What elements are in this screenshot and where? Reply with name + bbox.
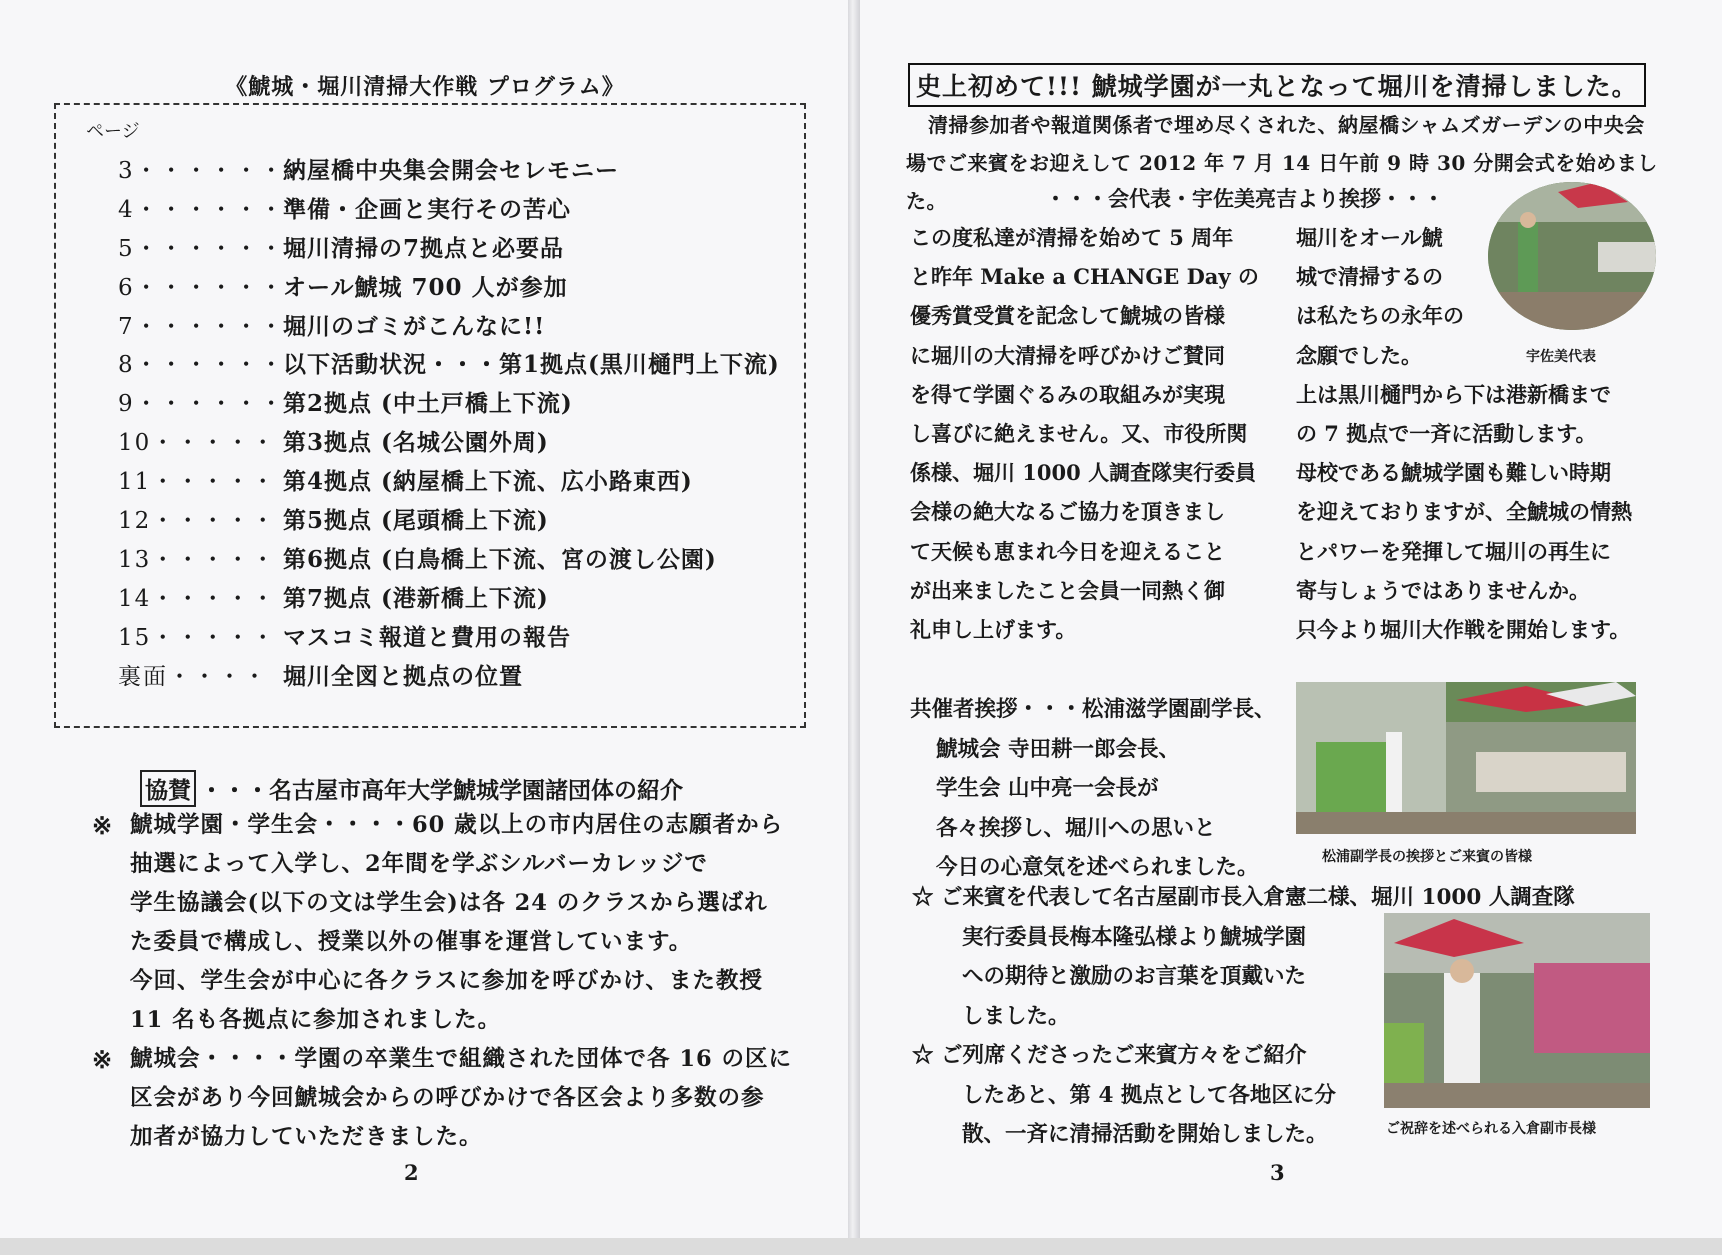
toc-page-number: 14・・・・・ (118, 585, 277, 612)
greeting-line: 上は黒川樋門から下は港新橋まで (1296, 381, 1611, 407)
greeting-line: 会様の絶大なるご協力を頂きまし (910, 499, 1225, 525)
vice-president-photo-caption: 松浦副学長の挨拶とご来賓の皆様 (1322, 849, 1532, 865)
cohost-line: 共催者挨拶・・・松浦滋学園副学長、 (910, 697, 1276, 722)
greeting-line: を得て学園ぐるみの取組みが実現 (910, 381, 1225, 407)
toc-page-number: 4・・・・・・ (118, 196, 285, 223)
toc-page-number: 15・・・・・ (118, 624, 277, 651)
star-mark: ☆ (912, 1043, 941, 1068)
toc-page-number: 12・・・・・ (118, 507, 277, 534)
guest-introduction-paragraph (912, 1036, 1336, 1155)
cohost-line: 各々挨拶し、堀川への思いと (936, 815, 1216, 841)
toc-page-number: 10・・・・・ (118, 430, 277, 457)
toc-row (118, 460, 780, 499)
greeting-line: が出来ましたこと会員一同熱く御 (910, 577, 1225, 603)
toc-entry-title: 第5拠点 (尾頭橋上下流) (283, 506, 549, 534)
toc-page-number: 8・・・・・・ (118, 352, 285, 379)
toc-entry-title: 堀川全図と拠点の位置 (283, 662, 523, 690)
koujou-kai-text (130, 1040, 812, 1157)
toc-page-number: 裏面・・・・ (118, 663, 268, 690)
book-gutter (848, 0, 860, 1255)
toc-entry-title: 第2拠点 (中土戸橋上下流) (283, 390, 573, 418)
toc-entry-title: 納屋橋中央集会開会セレモニー (283, 156, 619, 184)
toc-row (118, 577, 780, 616)
intro-line: 清掃参加者や報道関係者で埋め尽くされた、納屋橋シャムズガーデンの中央会 (928, 113, 1645, 137)
toc-entry-title: マスコミ報道と費用の報告 (283, 623, 571, 651)
greeting-line: 城で清掃するの (1296, 264, 1443, 290)
toc-row (118, 266, 780, 305)
koujou-kai-paragraph (92, 1040, 812, 1157)
page-number-left: 2 (404, 1160, 419, 1185)
toc-entry-title: 堀川のゴミがこんなに!! (283, 312, 546, 340)
toc-row (118, 149, 780, 188)
deputy-mayor-photo-image (1384, 913, 1650, 1108)
scan-bottom-edge (0, 1238, 1722, 1255)
organizations-intro (92, 806, 812, 1157)
toc-page-number: 11・・・・・ (118, 469, 277, 496)
toc-row (118, 421, 780, 460)
toc-page-number: 9・・・・・・ (118, 391, 285, 418)
program-title: 《鯱城・堀川清掃大作戦 プログラム》 (225, 74, 625, 100)
article-title: 史上初めて!!! 鯱城学園が一丸となって堀川を清掃しました。 (908, 63, 1646, 107)
toc-page-number: 7・・・・・・ (118, 313, 285, 340)
toc-list (118, 149, 780, 693)
greeting-line: し喜びに絶えません。又、市役所関 (910, 421, 1248, 447)
reference-mark: ※ (92, 811, 114, 840)
toc-row (118, 655, 780, 694)
toc-row (118, 382, 780, 421)
toc-row (118, 188, 780, 227)
greeting-line: を迎えておりますが、全鯱城の情熱 (1296, 499, 1632, 525)
toc-entry-title: 以下活動状況・・・第1拠点(黒川樋門上下流) (283, 351, 780, 379)
cohost-line: 今日の心意気を述べられました。 (936, 855, 1259, 880)
greeting-line: とパワーを発揮して堀川の再生に (1296, 538, 1611, 564)
guest-introduction-text (912, 1036, 1336, 1155)
greeting-line: この度私達が清掃を始めて 5 周年 (910, 225, 1234, 250)
star-mark: ☆ (912, 885, 941, 910)
greeting-line: 堀川をオール鯱 (1296, 225, 1443, 250)
paragraph-line: したあと、第 4 拠点として各地区に分 (962, 1082, 1336, 1108)
representative-photo (1488, 182, 1656, 330)
toc-entry-title: オール鯱城 700 人が参加 (283, 273, 568, 301)
paragraph-line: 散、一斉に清掃活動を開始しました。 (962, 1122, 1328, 1147)
greeting-line: は私たちの永年の (1296, 303, 1464, 329)
greeting-line: の 7 拠点で一斉に活動します。 (1296, 421, 1597, 447)
greeting-line: 係様、堀川 1000 人調査隊実行委員 (910, 460, 1257, 486)
reference-mark: ※ (92, 1045, 114, 1074)
vice-president-photo (1296, 682, 1636, 834)
toc-heading: ページ (86, 121, 140, 142)
toc-row (118, 227, 780, 266)
toc-page-number: 6・・・・・・ (118, 274, 285, 301)
greeting-line: と昨年 Make a CHANGE Day の (910, 264, 1259, 290)
greeting-line: 礼申し上げます。 (910, 617, 1077, 643)
paragraph-line: 今回、学生会が中心に各クラスに参加を呼びかけ、また教授 (130, 968, 763, 994)
representative-photo-image (1488, 182, 1656, 330)
sponsor-text: ・・・名古屋市高年大学鯱城学園諸団体の紹介 (200, 777, 683, 804)
sponsor-tag: 協賛 (140, 770, 196, 807)
paragraph-line: た委員で構成し、授業以外の催事を運営しています。 (130, 929, 693, 955)
paragraph-line (912, 878, 1575, 918)
paragraph-line: 加者が協力していただきました。 (130, 1124, 483, 1150)
greeting-line: 母校である鯱城学園も難しい時期 (1296, 460, 1611, 486)
greeting-line: 念願でした。 (1296, 342, 1422, 368)
representative-photo-caption: 宇佐美代表 (1526, 349, 1596, 365)
page-number-right: 3 (1270, 1160, 1285, 1185)
toc-entry-title: 第4拠点 (納屋橋上下流、広小路東西) (283, 468, 693, 496)
paragraph-line: 学生協議会(以下の文は学生会)は各 24 のクラスから選ばれ (130, 890, 768, 916)
cohost-line: 鯱城会 寺田耕一郎会長、 (936, 736, 1180, 762)
paragraph-line (912, 1036, 1336, 1076)
paragraph-line-text: ご列席くださったご来賓方々をご紹介 (941, 1043, 1307, 1068)
paragraph-line: 区会があり今回鯱城会からの呼びかけで各区会より多数の参 (130, 1085, 765, 1111)
vice-president-photo-image (1296, 682, 1636, 834)
toc-row (118, 499, 780, 538)
toc-row (118, 538, 780, 577)
greeting-heading: ・・・会代表・宇佐美亮吉より挨拶・・・ (1045, 186, 1444, 211)
paragraph-line: 実行委員長梅本隆弘様より鯱城学園 (962, 924, 1307, 950)
paragraph-line: 抽選によって入学し、2年間を学ぶシルバーカレッジで (130, 851, 708, 877)
greeting-line: に堀川の大清掃を呼びかけご賛同 (910, 342, 1225, 368)
toc-row (118, 343, 780, 382)
toc-row (118, 305, 780, 344)
cohost-line: 学生会 山中亮一会長が (936, 776, 1159, 801)
paragraph-line: 鯱城学園・学生会・・・・60 歳以上の市内居住の志願者から (130, 812, 784, 838)
greeting-line: 寄与しょうではありませんか。 (1296, 577, 1590, 603)
deputy-mayor-photo-caption: ご祝辞を述べられる入倉副市長様 (1386, 1121, 1596, 1137)
toc-row (118, 616, 780, 655)
paragraph-line: しました。 (962, 1003, 1070, 1029)
toc-entry-title: 第3拠点 (名城公園外周) (283, 429, 549, 457)
toc-entry-title: 第7拠点 (港新橋上下流) (283, 584, 549, 612)
cohost-greetings (910, 690, 1276, 888)
toc-page-number: 13・・・・・・ (118, 546, 302, 573)
greeting-text-column-1 (910, 218, 1260, 649)
greeting-line: 優秀賞受賞を記念して鯱城の皆様 (910, 303, 1225, 329)
gakusei-kai-text (130, 806, 812, 1040)
paragraph-line-text: ご来賓を代表して名古屋副市長入倉憲二様、堀川 1000 人調査隊 (941, 885, 1575, 910)
paragraph-line: 鯱城会・・・・学園の卒業生で組織された団体で各 16 の区に (130, 1046, 792, 1072)
paragraph-line: 11 名も各拠点に参加されました。 (130, 1007, 502, 1033)
toc-page-number: 5・・・・・・ (118, 235, 285, 262)
gakusei-kai-paragraph (92, 806, 812, 1040)
toc-entry-title: 第6拠点 (白鳥橋上下流、宮の渡し公園) (283, 545, 717, 573)
toc-page-number: 3・・・・・・・ (118, 157, 310, 184)
greeting-line: 只今より堀川大作戦を開始します。 (1296, 617, 1631, 643)
paragraph-line: への期待と激励のお言葉を頂戴いた (962, 964, 1307, 989)
greeting-line: て天候も恵まれ今日を迎えること (910, 538, 1225, 564)
table-of-contents (54, 103, 806, 728)
sponsor-heading (140, 770, 683, 807)
toc-entry-title: 準備・企画と実行その苦心 (283, 195, 571, 223)
toc-entry-title: 堀川清掃の7拠点と必要品 (283, 234, 565, 262)
intro-line: 場でご来賓をお迎えして 2012 年 7 月 14 日午前 9 時 30 分開会式を始めました。 (906, 151, 1658, 213)
deputy-mayor-photo (1384, 913, 1650, 1108)
